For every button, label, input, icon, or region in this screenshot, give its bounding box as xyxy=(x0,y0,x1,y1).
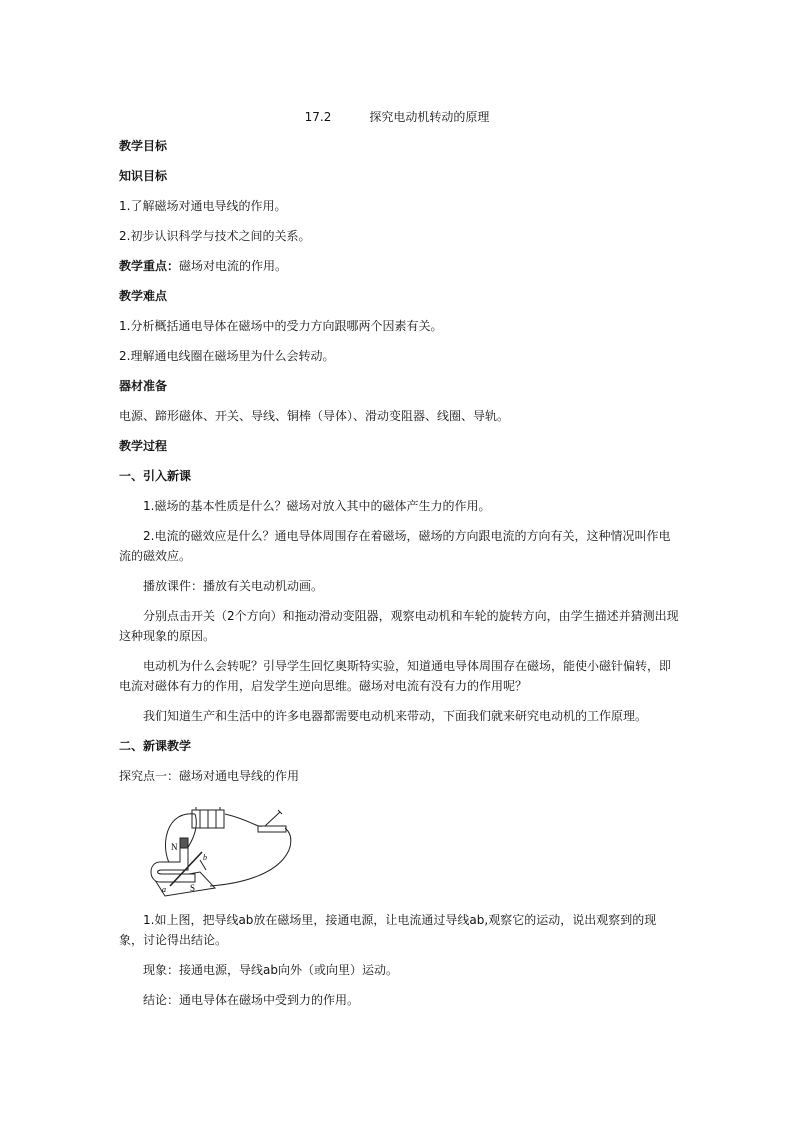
heading-process: 教学过程 xyxy=(119,439,168,453)
intro-paragraph-1: 1.磁场的基本性质是什么？磁场对放入其中的磁体产生力的作用。 xyxy=(143,499,491,513)
heading-equipment: 器材准备 xyxy=(119,379,168,393)
label-s: S xyxy=(190,883,196,893)
key-point xyxy=(119,256,679,276)
section-title: 探究电动机转动的原理 xyxy=(369,110,490,124)
label-b: b xyxy=(203,853,207,862)
heading-new-lesson: 二、新课教学 xyxy=(119,739,192,753)
equipment-list: 电源、蹄形磁体、开关、导线、铜棒（导体）、滑动变阻器、线圈、导轨。 xyxy=(119,409,510,423)
conclusion-text: 结论：通电导体在磁场中受到力的作用。 xyxy=(143,993,360,1007)
experiment-figure xyxy=(140,800,300,900)
label-a: a xyxy=(162,885,166,894)
intro-paragraph-6: 我们知道生产和生活中的许多电器都需要电动机来带动，下面我们就来研究电动机的工作原理。 xyxy=(143,709,648,723)
knowledge-item-1: 1.了解磁场对通电导线的作用。 xyxy=(119,199,287,213)
knowledge-item-2: 2.初步认识科学与技术之间的关系。 xyxy=(119,229,311,243)
difficulty-item-2: 2.理解通电线圈在磁场里为什么会转动。 xyxy=(119,349,335,363)
intro-paragraph-4: 分别点击开关（2个方向）和拖动滑动变阻器，观察电动机和车轮的旋转方向，由学生描述并猜测出现这种现象的原因。 xyxy=(119,609,679,643)
key-point-text: 磁场对电流的作用。 xyxy=(179,259,288,273)
heading-knowledge-goals: 知识目标 xyxy=(119,169,168,183)
explore-point-1: 探究点一：磁场对通电导线的作用 xyxy=(119,769,300,783)
intro-paragraph-5: 电动机为什么会转呢？引导学生回忆奥斯特实验，知道通电导体周围存在磁场，能使小磁针偏转，即电流对磁体有力的作用，启发学生逆向思维。磁场对电流有没有力的作用呢？ xyxy=(119,659,672,693)
intro-paragraph-3: 播放课件：播放有关电动机动画。 xyxy=(143,579,324,593)
difficulty-item-1: 1.分析概括通电导体在磁场中的受力方向跟哪两个因素有关。 xyxy=(119,319,443,333)
page-title xyxy=(0,108,794,125)
section-number: 17.2 xyxy=(304,110,332,124)
magnet-circuit-diagram xyxy=(140,800,300,900)
label-n: N xyxy=(171,842,178,852)
intro-paragraph-2: 2.电流的磁效应是什么？通电导体周围存在着磁场，磁场的方向跟电流的方向有关，这种情况叫作电流的磁效应。 xyxy=(119,529,671,563)
heading-difficulty: 教学难点 xyxy=(119,289,168,303)
key-point-label: 教学重点： xyxy=(119,259,180,273)
wire-right xyxy=(210,828,291,886)
switch-icon xyxy=(258,826,286,832)
heading-teaching-goals: 教学目标 xyxy=(119,139,168,153)
step-1: 1.如上图，把导线ab放在磁场里，接通电源，让电流通过导线ab,观察它的运动，说出观察到的现象，讨论得出结论。 xyxy=(119,913,657,947)
heading-intro: 一、引入新课 xyxy=(119,469,192,483)
phenomenon-text: 现象：接通电源，导线ab向外（或向里）运动。 xyxy=(143,963,398,977)
